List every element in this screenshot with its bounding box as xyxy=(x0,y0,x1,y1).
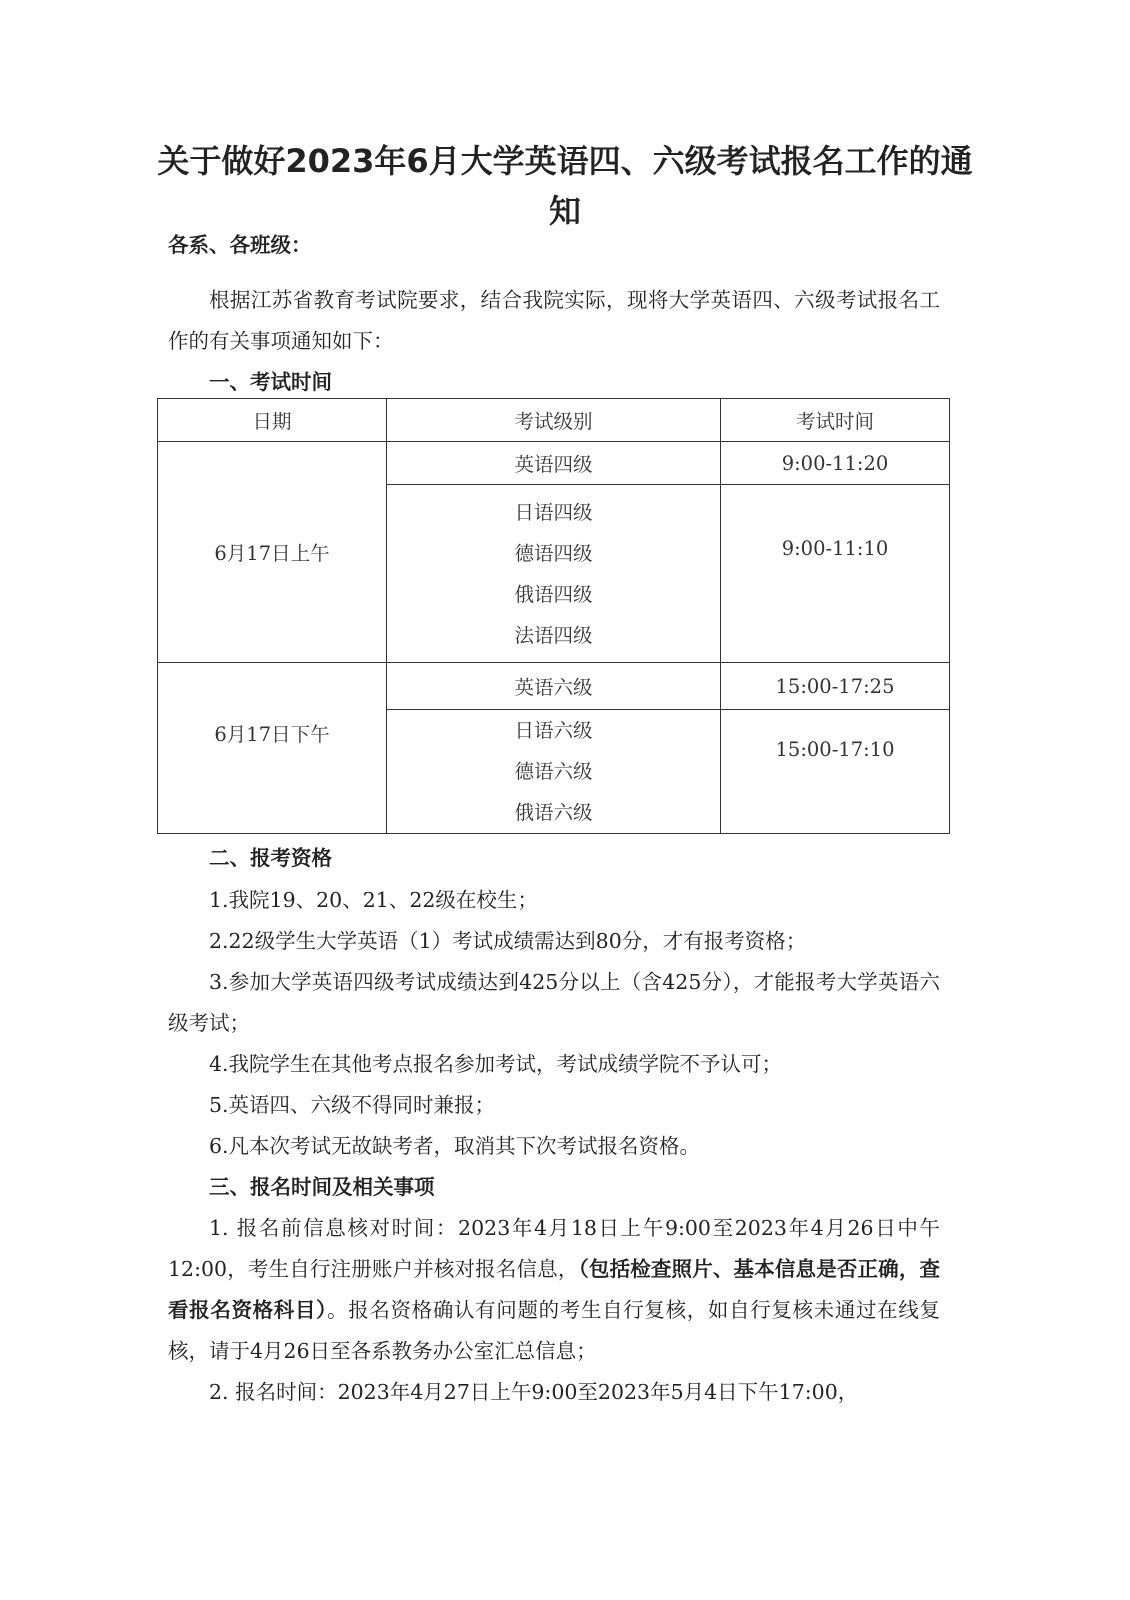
table-row xyxy=(158,442,950,485)
level-item: 法语四级 xyxy=(514,623,593,647)
section2-heading: 二、报考资格 xyxy=(209,846,332,870)
level-item: 日语四级 xyxy=(514,500,593,524)
level-cell: 英语六级 xyxy=(387,663,721,710)
page-title: 关于做好2023年6月大学英语四、六级考试报名工作的通知 xyxy=(157,142,973,230)
item-text: 。报名资格确认有问题的考生自行复核，如自行复核未通过在线复核，请于4月26日至各系教务办公室汇总信息； xyxy=(168,1298,941,1363)
table-row xyxy=(158,663,950,710)
section1-heading: 一、考试时间 xyxy=(209,370,332,394)
list-item: 6.凡本次考试无故缺考者，取消其下次考试报名资格。 xyxy=(209,1134,701,1158)
date-cell: 6月17日下午 xyxy=(158,663,387,834)
time-cell: 9:00-11:20 xyxy=(721,442,950,485)
item-text: 1. 报名前信息核对时间：2023年4月18日上午9:00至2023年4月26日中午12:00，考生自行注册账户并核对报名信息， xyxy=(168,1216,940,1281)
item-bold-text: （包括检查照片、基本信息是否正确，查看报名资格科目） xyxy=(168,1257,941,1322)
list-item: 4.我院学生在其他考点报名参加考试，考试成绩学院不予认可； xyxy=(209,1052,783,1076)
list-item: 2. 报名时间：2023年4月27日上午9:00至2023年5月4日下午17:00， xyxy=(209,1380,859,1404)
section3-heading: 三、报名时间及相关事项 xyxy=(209,1175,435,1199)
level-cell: 英语四级 xyxy=(387,442,721,485)
time-cell: 15:00-17:10 xyxy=(721,710,950,834)
header-level: 考试级别 xyxy=(387,399,721,442)
level-cell xyxy=(387,710,721,834)
list-item xyxy=(168,1208,940,1372)
level-item: 俄语四级 xyxy=(514,582,593,606)
list-item: 2.22级学生大学英语（1）考试成绩需达到80分，才有报考资格； xyxy=(209,929,807,953)
time-cell: 9:00-11:10 xyxy=(721,485,950,663)
list-item: 5.英语四、六级不得同时兼报； xyxy=(209,1093,496,1117)
time-cell: 15:00-17:25 xyxy=(721,663,950,710)
level-cell xyxy=(387,485,721,663)
header-date: 日期 xyxy=(158,399,387,442)
salutation: 各系、各班级： xyxy=(168,233,312,257)
level-item: 俄语六级 xyxy=(514,801,593,824)
list-item: 3.参加大学英语四级考试成绩达到425分以上（含425分），才能报考大学英语六级考试； xyxy=(168,970,940,1035)
date-cell: 6月17日上午 xyxy=(158,442,387,663)
exam-schedule-table xyxy=(157,398,950,834)
list-item: 1.我院19、20、21、22级在校生； xyxy=(209,888,538,912)
level-item: 德语六级 xyxy=(514,760,593,783)
level-item: 德语四级 xyxy=(514,541,593,565)
intro-paragraph: 根据江苏省教育考试院要求，结合我院实际，现将大学英语四、六级考试报名工作的有关事项通知如下： xyxy=(168,288,940,353)
table-header-row xyxy=(158,399,950,442)
header-time: 考试时间 xyxy=(721,399,950,442)
level-item: 日语六级 xyxy=(514,719,593,742)
